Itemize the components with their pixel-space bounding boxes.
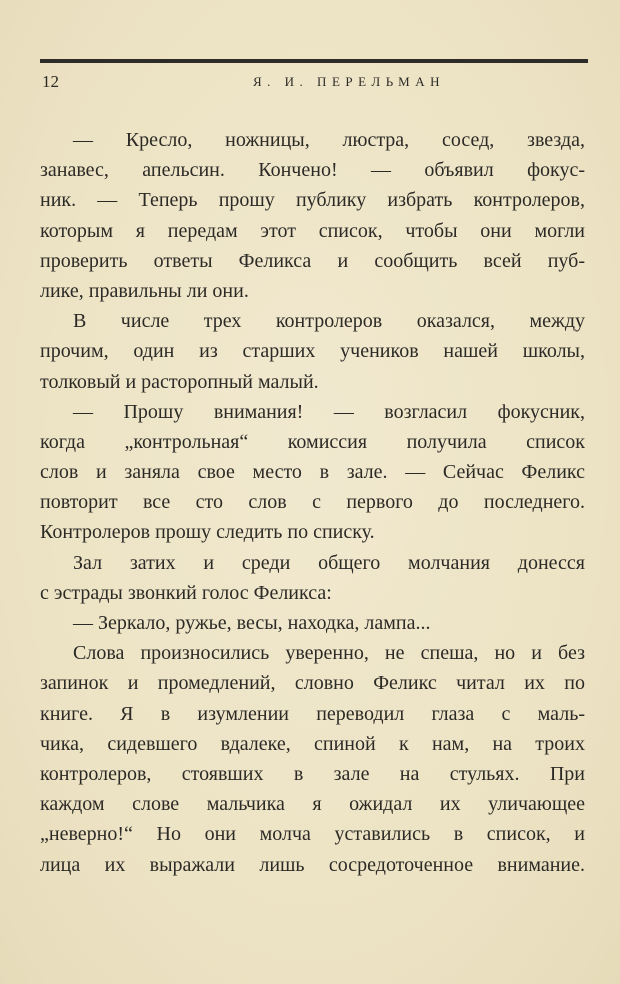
text-line: чика, сидевшего вдалеке, спиной к нам, на троих [40, 732, 585, 755]
text-line: Контролеров прошу следить по списку. [40, 521, 375, 544]
text-line: — Прошу внимания! — возгласил фокусник, [73, 400, 585, 423]
text-line: занавес, апельсин. Кончено! — объявил фокус- [40, 159, 585, 182]
text-line: повторит все сто слов с первого до последнего. [40, 491, 585, 514]
page-header [40, 70, 588, 94]
text-line: с эстрады звонкий голос Феликса: [40, 581, 332, 604]
text-line: В числе трех контролеров оказался, между [73, 310, 585, 333]
text-line: слов и заняла свое место в зале. — Сейчас Феликс [40, 461, 585, 484]
body-text [40, 125, 585, 880]
text-line: проверить ответы Феликса и сообщить всей пуб- [40, 249, 585, 272]
text-line: запинок и промедлений, словно Феликс читал их по [40, 672, 585, 695]
text-line: книге. Я в изумлении переводил глаза с маль- [40, 702, 585, 725]
header-rule [40, 59, 588, 63]
running-head: Я. И. ПЕРЕЛЬМАН [253, 74, 445, 89]
text-line: — Зеркало, ружье, весы, находка, лампа... [73, 612, 431, 634]
page-number: 12 [42, 72, 59, 91]
text-line: толковый и расторопный малый. [40, 370, 319, 393]
text-line: которым я передам этот список, чтобы они могли [40, 219, 585, 242]
text-line: Слова произносились уверенно, не спеша, но и без [73, 642, 585, 665]
text-line: контролеров, стоявших в зале на стульях. При [40, 762, 585, 785]
text-line: лике, правильны ли они. [40, 279, 249, 302]
text-line: прочим, один из старших учеников нашей школы, [40, 340, 585, 363]
text-line: каждом слове мальчика я ожидал их уличающее [40, 793, 585, 816]
text-line: ник. — Теперь прошу публику избрать контролеров, [40, 189, 585, 212]
text-line: лица их выражали лишь сосредоточенное внимание. [40, 853, 585, 876]
text-line: когда „контрольная“ комиссия получила список [40, 430, 585, 453]
text-line: „неверно!“ Но они молча уставились в список, и [40, 823, 585, 846]
text-line: Зал затих и среди общего молчания донесся [73, 551, 585, 574]
text-line: — Кресло, ножницы, люстра, сосед, звезда, [73, 129, 585, 151]
